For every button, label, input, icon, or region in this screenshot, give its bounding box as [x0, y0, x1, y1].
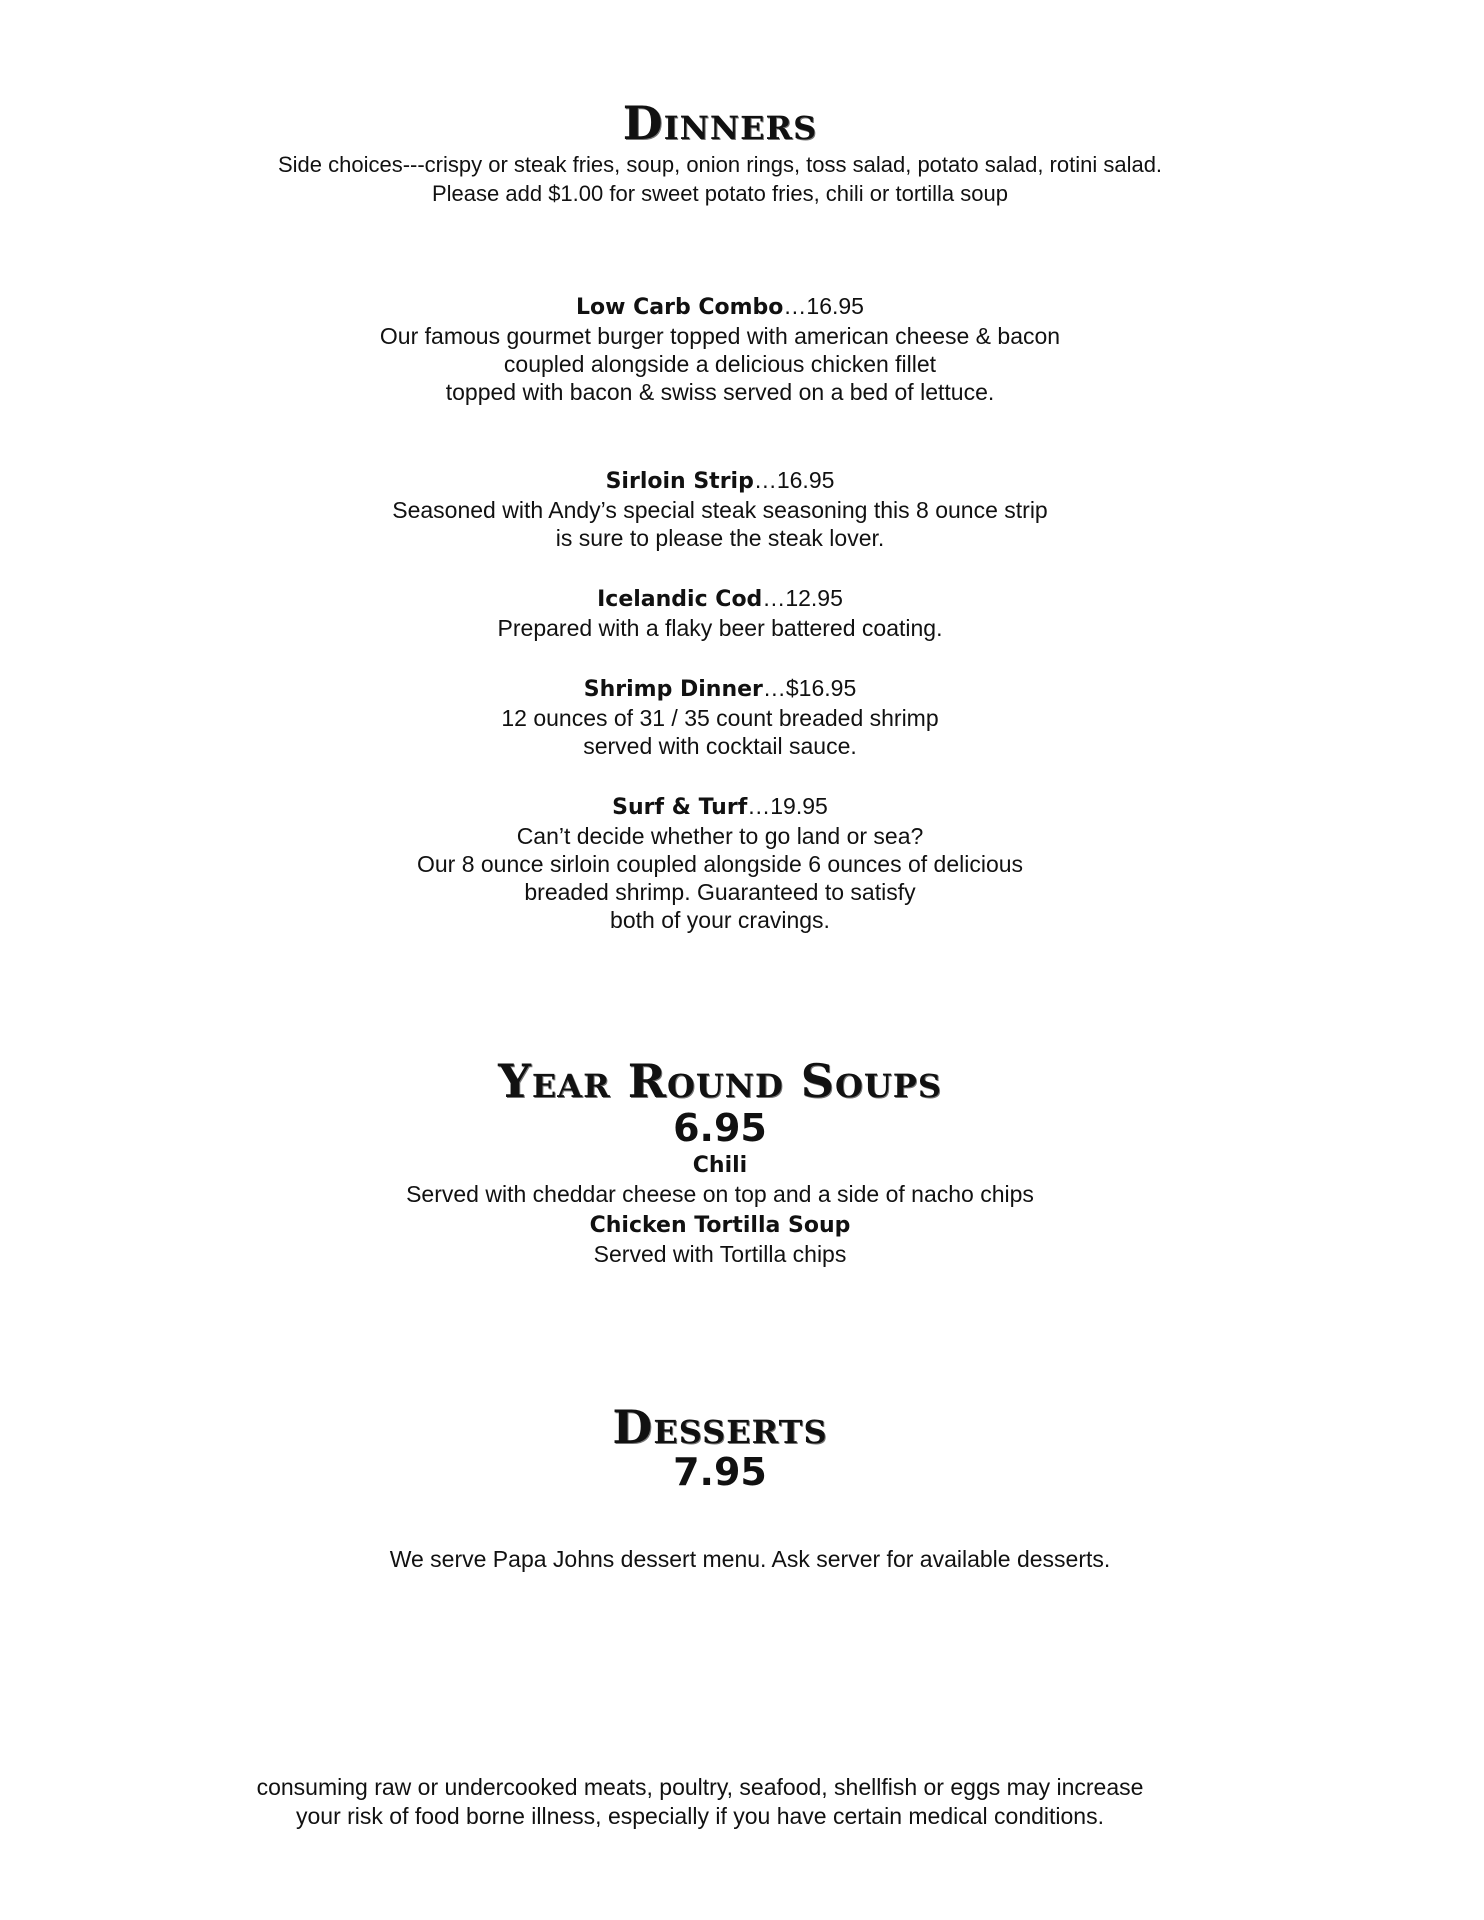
item-description-line: both of your cravings.: [610, 907, 830, 933]
food-safety-disclaimer: [230, 1773, 1170, 1831]
soup-name: Chicken Tortilla Soup: [589, 1213, 851, 1238]
soup-description: Served with Tortilla chips: [593, 1241, 847, 1267]
menu-item-sirloin-strip: [0, 466, 1440, 552]
menu-item-shrimp-dinner: [0, 674, 1440, 760]
item-name: Sirloin Strip: [605, 469, 754, 494]
item-description-line: 12 ounces of 31 / 35 count breaded shrimp: [501, 705, 939, 731]
menu-item-surf-and-turf: [0, 792, 1440, 934]
item-price: …$16.95: [762, 675, 857, 701]
item-description-line: Our 8 ounce sirloin coupled alongside 6 ounces of delicious: [416, 851, 1024, 877]
soup-item-chili: [0, 1152, 1440, 1208]
disclaimer-line: your risk of food borne illness, especially if you have certain medical conditions.: [296, 1803, 1104, 1829]
menu-item-icelandic-cod: [0, 584, 1440, 642]
soup-name: Chili: [692, 1153, 748, 1178]
item-price: …16.95: [783, 293, 864, 319]
item-description-line: coupled alongside a delicious chicken fillet: [503, 351, 937, 377]
item-name: Low Carb Combo: [576, 295, 784, 320]
desserts-description: We serve Papa Johns dessert menu. Ask server for available desserts.: [389, 1546, 1111, 1572]
item-description-line: breaded shrimp. Guaranteed to satisfy: [524, 879, 916, 905]
soup-item-chicken-tortilla: [0, 1212, 1440, 1268]
item-description-line: Prepared with a flaky beer battered coating.: [497, 615, 943, 641]
soups-title: Year Round Soups: [498, 1054, 942, 1108]
item-price: …12.95: [762, 585, 843, 611]
soup-description: Served with cheddar cheese on top and a side of nacho chips: [406, 1181, 1034, 1207]
item-price: …19.95: [747, 793, 828, 819]
item-price: …16.95: [753, 467, 835, 493]
side-note-line: Please add $1.00 for sweet potato fries, chili or tortilla soup: [432, 181, 1008, 206]
item-name: Shrimp Dinner: [583, 677, 763, 702]
item-description-line: is sure to please the steak lover.: [555, 525, 885, 551]
item-description-line: topped with bacon & swiss served on a bed of lettuce.: [445, 379, 995, 405]
item-description-line: Our famous gourmet burger topped with american cheese & bacon: [379, 323, 1061, 349]
soups-price: 6.95: [673, 1106, 767, 1150]
item-description-line: served with cocktail sauce.: [583, 733, 857, 759]
item-description-line: Seasoned with Andy’s special steak seasoning this 8 ounce strip: [392, 497, 1048, 523]
desserts-title: Desserts: [612, 1400, 828, 1454]
desserts-price: 7.95: [673, 1450, 767, 1494]
item-name: Surf & Turf: [612, 795, 748, 820]
dinners-title: Dinners: [622, 96, 818, 150]
side-note-line: Side choices---crispy or steak fries, soup, onion rings, toss salad, potato salad, rotini salad.: [277, 152, 1163, 177]
side-notes: [0, 150, 1440, 208]
item-name: Icelandic Cod: [597, 587, 763, 612]
disclaimer-line: consuming raw or undercooked meats, poultry, seafood, shellfish or eggs may increase: [256, 1774, 1144, 1800]
item-description-line: Can’t decide whether to go land or sea?: [516, 823, 924, 849]
menu-item-low-carb-combo: [0, 292, 1440, 406]
